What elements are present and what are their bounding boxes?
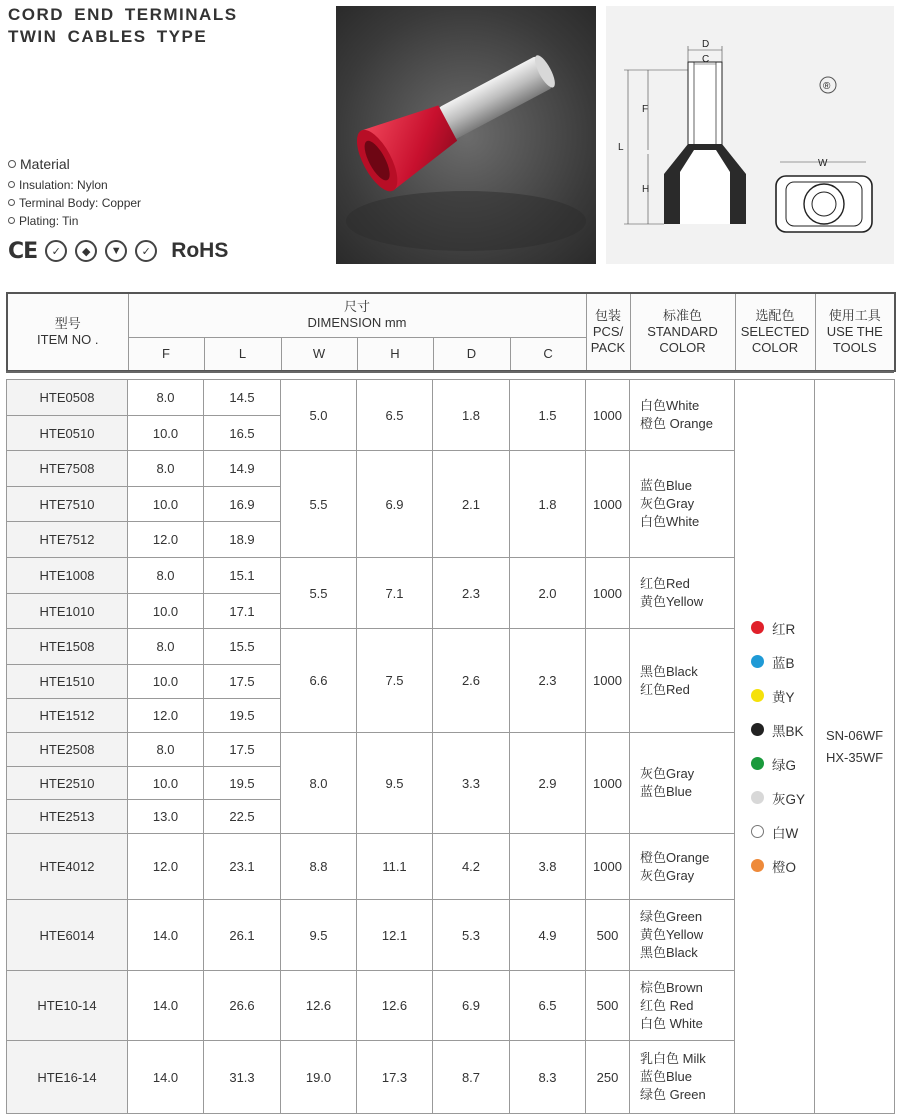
d-cell: 2.1 [433,451,510,558]
standard-color-item: 白色 White [640,1015,703,1031]
selected-color-list [735,611,814,883]
pack-cell: 500 [586,971,630,1041]
h-cell: 7.5 [357,629,433,733]
l-cell: 16.5 [204,416,281,451]
item-no-cell: HTE1508 [7,629,128,665]
header-w: W [281,337,357,371]
selected-color-label: 红R [772,621,796,637]
pack-cell: 1000 [586,380,630,451]
l-cell: 19.5 [204,699,281,733]
c-cell: 3.8 [510,834,586,900]
header-d: D [433,337,510,371]
selected-color-item [751,645,795,679]
header-selected-color: 选配色 SELECTED COLOR [735,293,815,371]
d-cell: 2.6 [433,629,510,733]
h-cell: 6.9 [357,451,433,558]
d-cell: 8.7 [433,1041,510,1114]
pack-cell: 1000 [586,451,630,558]
h-cell: 7.1 [357,558,433,629]
f-cell: 8.0 [128,558,204,594]
label-f: F [642,104,649,115]
standard-color-item: 黄色Yellow [640,927,704,942]
f-cell: 14.0 [128,1041,204,1114]
w-cell: 5.0 [281,380,357,451]
c-cell: 4.9 [510,900,586,971]
selected-color-label: 灰GY [772,791,806,807]
ferrule-drawing-icon [606,6,894,264]
f-cell: 8.0 [128,733,204,767]
item-no-cell: HTE1512 [7,699,128,733]
d-cell: 6.9 [433,971,510,1041]
selected-color-item [751,713,804,747]
color-dot-icon [751,723,764,736]
standard-color-item: 绿色 Green [640,1087,706,1102]
selected-color-item [751,815,798,849]
item-no-cell: HTE1008 [7,558,128,594]
l-cell: 31.3 [204,1041,281,1114]
bullet-icon [8,199,15,206]
f-cell: 14.0 [128,900,204,971]
material-list [8,176,141,230]
l-cell: 26.1 [204,900,281,971]
spec-table-header [6,292,896,372]
standard-color-item: 红色 Red [640,997,694,1013]
quality-cert-icon: ✓ [45,240,67,262]
color-dot-icon [751,621,764,634]
c-cell: 2.9 [510,733,586,834]
color-dot-icon [751,655,764,668]
item-no-cell: HTE16-14 [7,1041,128,1114]
item-no-cell: HTE10-14 [7,971,128,1041]
d-cell: 3.3 [433,733,510,834]
d-cell: 4.2 [433,834,510,900]
d-cell: 1.8 [433,380,510,451]
c-cell: 2.3 [510,629,586,733]
item-no-cell: HTE1510 [7,665,128,699]
item-no-cell: HTE6014 [7,900,128,971]
bullet-icon [8,181,15,188]
certification-logos [8,238,228,264]
l-cell: 15.5 [204,629,281,665]
standard-color-item: 灰色Gray [640,766,695,781]
w-cell: 6.6 [281,629,357,733]
label-w: W [818,158,828,169]
f-cell: 10.0 [128,487,204,522]
rohs-logo: RoHS [171,239,229,262]
h-cell: 11.1 [357,834,433,900]
f-cell: 14.0 [128,971,204,1041]
h-cell: 12.6 [357,971,433,1041]
f-cell: 10.0 [128,767,204,800]
c-cell: 1.5 [510,380,586,451]
f-cell: 12.0 [128,834,204,900]
label-l: L [618,142,624,153]
dimension-drawing [606,6,894,264]
w-cell: 5.5 [281,451,357,558]
product-photo [336,6,596,264]
pack-cell: 1000 [586,733,630,834]
header-f: F [128,337,204,371]
material-item: Terminal Body: Copper [8,194,141,212]
standard-color-cell [630,380,735,451]
f-cell: 8.0 [128,629,204,665]
header-dimension: 尺寸 DIMENSION mm [128,293,586,337]
registered-mark: ® [823,81,831,92]
tool-item: HX-35WF [825,749,884,765]
selected-color-label: 绿G [772,757,797,773]
selected-color-label: 橙O [772,859,797,875]
l-cell: 14.9 [204,451,281,487]
w-cell: 9.5 [281,900,357,971]
f-cell: 8.0 [128,380,204,416]
ferrule-photo-icon [336,6,596,264]
standard-color-item: 红色Red [640,681,690,697]
f-cell: 10.0 [128,416,204,451]
l-cell: 17.5 [204,733,281,767]
header-standard-color: 标准色 STANDARD COLOR [630,293,735,371]
standard-color-item: 蓝色Blue [640,1069,693,1084]
selected-color-label: 黄Y [772,689,795,705]
label-c: C [702,54,710,65]
label-d: D [702,39,710,50]
item-no-cell: HTE4012 [7,834,128,900]
l-cell: 16.9 [204,487,281,522]
h-cell: 17.3 [357,1041,433,1114]
standard-color-item: 橙色 Orange [640,416,713,431]
label-h: H [642,184,650,195]
ce-mark-icon: CE [8,238,38,264]
bullet-icon [8,160,16,168]
material-item: Insulation: Nylon [8,176,141,194]
f-cell: 10.0 [128,594,204,629]
w-cell: 8.8 [281,834,357,900]
color-dot-icon [751,859,764,872]
standard-color-item: 棕色Brown [640,979,703,995]
standard-color-item: 白色White [640,398,700,413]
h-cell: 12.1 [357,900,433,971]
shield-cert-icon: ▼ [105,240,127,262]
item-no-cell: HTE7510 [7,487,128,522]
c-cell: 1.8 [510,451,586,558]
l-cell: 26.6 [204,971,281,1041]
color-dot-icon [751,757,764,770]
f-cell: 10.0 [128,665,204,699]
standard-color-item: 灰色Gray [640,496,695,511]
standard-color-item: 白色White [640,514,700,529]
f-cell: 8.0 [128,451,204,487]
item-no-cell: HTE2513 [7,800,128,834]
ccc-cert-icon: ◆ [75,240,97,262]
l-cell: 14.5 [204,380,281,416]
standard-color-item: 绿色Green [640,909,703,924]
w-cell: 8.0 [281,733,357,834]
h-cell: 9.5 [357,733,433,834]
item-no-cell: HTE0510 [7,416,128,451]
item-no-cell: HTE7512 [7,522,128,558]
header-c: C [510,337,586,371]
standard-color-item: 蓝色Blue [640,784,693,799]
pack-cell: 1000 [586,834,630,900]
title-line-2: TWIN CABLES TYPE [8,27,208,46]
w-cell: 5.5 [281,558,357,629]
item-no-cell: HTE2510 [7,767,128,800]
d-cell: 2.3 [433,558,510,629]
standard-color-item: 蓝色Blue [640,478,693,493]
selected-color-item [751,679,795,713]
f-cell: 13.0 [128,800,204,834]
header-tools: 使用工具 USE THE TOOLS [815,293,895,371]
color-dot-icon [751,689,764,702]
color-dot-icon [751,825,764,838]
item-no-cell: HTE0508 [7,380,128,416]
standard-color-item: 黑色Black [640,945,698,960]
c-cell: 8.3 [510,1041,586,1114]
l-cell: 23.1 [204,834,281,900]
sgs-cert-icon: ✓ [135,240,157,262]
standard-color-cell [630,733,735,834]
h-cell: 6.5 [357,380,433,451]
item-no-cell: HTE7508 [7,451,128,487]
standard-color-cell [630,900,735,971]
header-pack: 包装 PCS/ PACK [586,293,630,371]
l-cell: 19.5 [204,767,281,800]
header-l: L [204,337,281,371]
l-cell: 18.9 [204,522,281,558]
item-no-cell: HTE1010 [7,594,128,629]
c-cell: 6.5 [510,971,586,1041]
pack-cell: 500 [586,900,630,971]
w-cell: 19.0 [281,1041,357,1114]
header-item-no: 型号 ITEM NO . [7,293,128,371]
selected-color-item [751,849,796,883]
standard-color-cell [630,834,735,900]
pack-cell: 1000 [586,558,630,629]
standard-color-item: 黑色Black [640,663,698,679]
tool-item: SN-06WF [825,727,884,743]
spec-table-body [6,379,895,1114]
standard-color-cell [630,629,735,733]
standard-color-item: 红色Red [640,576,690,591]
pack-cell: 250 [586,1041,630,1114]
header-divider [6,371,894,373]
color-dot-icon [751,791,764,804]
standard-color-item: 橙色Orange [640,849,710,865]
selected-color-label: 白W [772,825,799,841]
material-item: Plating: Tin [8,212,141,230]
f-cell: 12.0 [128,699,204,733]
title-line-1: CORD END TERMINALS [8,5,238,24]
l-cell: 22.5 [204,800,281,834]
header-h: H [357,337,433,371]
item-no-cell: HTE2508 [7,733,128,767]
selected-color-item [751,747,796,781]
l-cell: 17.1 [204,594,281,629]
table-row [7,380,895,416]
standard-color-item: 乳白色 Milk [640,1051,706,1066]
l-cell: 15.1 [204,558,281,594]
standard-color-cell [630,971,735,1041]
pack-cell: 1000 [586,629,630,733]
selected-color-label: 蓝B [772,655,795,671]
selected-color-item [751,781,805,815]
w-cell: 12.6 [281,971,357,1041]
f-cell: 12.0 [128,522,204,558]
selected-color-cell [735,380,815,1114]
selected-color-item [751,611,795,645]
l-cell: 17.5 [204,665,281,699]
page-title [8,4,238,48]
tools-cell [815,380,895,1114]
material-heading: Material [8,156,70,172]
selected-color-label: 黑BK [772,723,804,739]
standard-color-cell [630,1041,735,1114]
standard-color-item: 黄色Yellow [640,594,704,609]
d-cell: 5.3 [433,900,510,971]
c-cell: 2.0 [510,558,586,629]
standard-color-cell [630,451,735,558]
standard-color-cell [630,558,735,629]
standard-color-item: 灰色Gray [640,867,695,883]
bullet-icon [8,217,15,224]
